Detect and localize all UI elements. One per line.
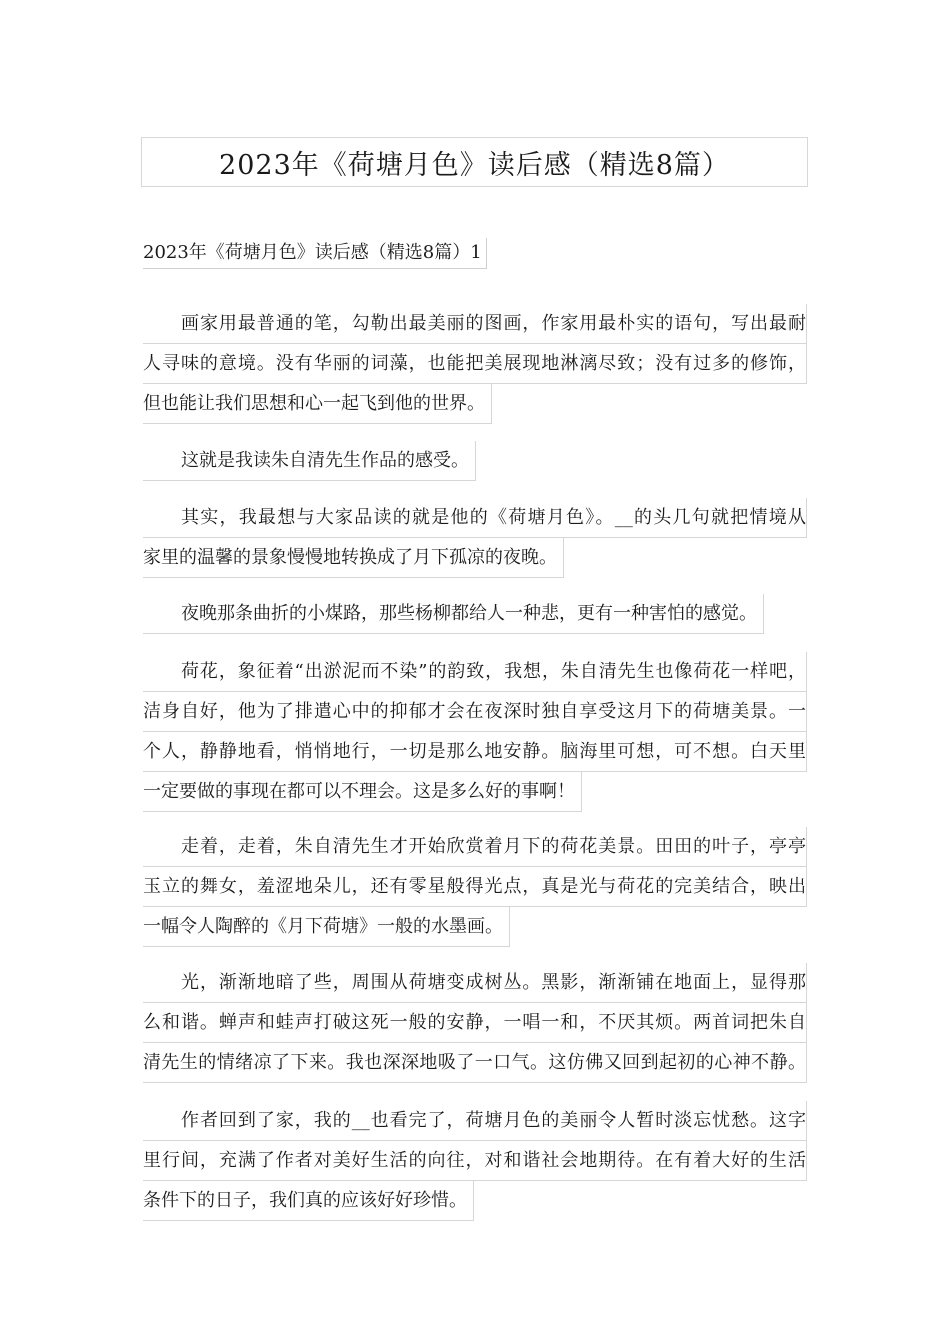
paragraph-line: 光，渐渐地暗了些，周围从荷塘变成树丛。黑影，渐渐铺在地面上，显得那 (143, 963, 807, 1003)
paragraph-line: 一幅令人陶醉的《月下荷塘》一般的水墨画。 (143, 907, 510, 947)
paragraph-4 (143, 594, 807, 638)
paragraph-line: 但也能让我们思想和心一起飞到他的世界。 (143, 384, 492, 424)
section-heading: 2023年《荷塘月色》读后感（精选8篇）1 (143, 238, 487, 269)
paragraph-line: 夜晚那条曲折的小煤路，那些杨柳都给人一种悲，更有一种害怕的感觉。 (143, 594, 764, 634)
paragraph-3 (143, 498, 807, 582)
paragraph-line: 作者回到了家，我的__也看完了，荷塘月色的美丽令人暂时淡忘忧愁。这字 (143, 1101, 807, 1141)
paragraph-line: 么和谐。蝉声和蛙声打破这死一般的安静，一唱一和，不厌其烦。两首词把朱自 (143, 1003, 807, 1043)
paragraph-2 (143, 441, 807, 485)
paragraph-line: 玉立的舞女，羞涩地朵儿，还有零星般得光点，真是光与荷花的完美结合，映出 (143, 867, 807, 907)
paragraph-5 (143, 652, 807, 816)
paragraph-line: 走着，走着，朱自清先生才开始欣赏着月下的荷花美景。田田的叶子，亭亭 (143, 827, 807, 867)
paragraph-line: 条件下的日子，我们真的应该好好珍惜。 (143, 1181, 474, 1221)
paragraph-line: 里行间，充满了作者对美好生活的向往，对和谐社会地期待。在有着大好的生活 (143, 1141, 807, 1181)
document-title-text: 2023年《荷塘月色》读后感（精选8篇） (219, 149, 730, 181)
paragraph-7 (143, 963, 807, 1083)
paragraph-8 (143, 1101, 807, 1225)
paragraph-line: 其实，我最想与大家品读的就是他的《荷塘月色》。__的头几句就把情境从 (143, 498, 807, 538)
paragraph-line: 画家用最普通的笔，勾勒出最美丽的图画，作家用最朴实的语句，写出最耐 (143, 304, 807, 344)
document-title (141, 137, 808, 187)
paragraph-line: 人寻味的意境。没有华丽的词藻，也能把美展现地淋漓尽致；没有过多的修饰， (143, 344, 807, 384)
paragraph-1 (143, 304, 807, 428)
paragraph-line: 这就是我读朱自清先生作品的感受。 (143, 441, 476, 481)
paragraph-6 (143, 827, 807, 951)
paragraph-line: 清先生的情绪凉了下来。我也深深地吸了一口气。这仿佛又回到起初的心神不静。 (143, 1043, 807, 1083)
paragraph-line: 家里的温馨的景象慢慢地转换成了月下孤凉的夜晚。 (143, 538, 564, 578)
paragraph-line: 一定要做的事现在都可以不理会。这是多么好的事啊！ (143, 772, 582, 812)
paragraph-line: 荷花，象征着“出淤泥而不染”的韵致，我想，朱自清先生也像荷花一样吧， (143, 652, 807, 692)
paragraph-line: 洁身自好，他为了排遣心中的抑郁才会在夜深时独自享受这月下的荷塘美景。一 (143, 692, 807, 732)
paragraph-line: 个人，静静地看，悄悄地行，一切是那么地安静。脑海里可想，可不想。白天里 (143, 732, 807, 772)
